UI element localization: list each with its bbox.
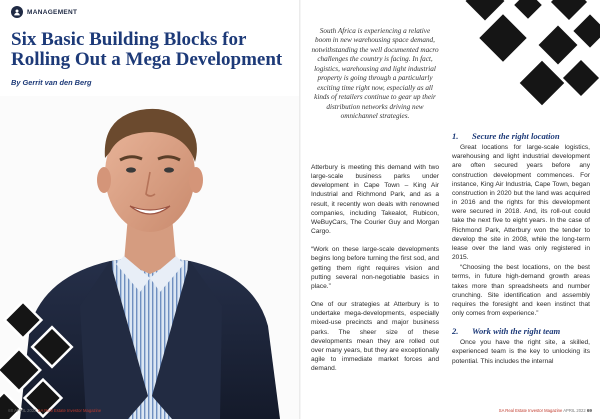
- section-title: Secure the right location: [472, 131, 560, 141]
- byline: By Gerrit van den Berg: [11, 78, 92, 87]
- section-heading-1: [452, 132, 590, 141]
- footer-right: [499, 408, 592, 413]
- decorative-diamonds-left: [0, 285, 90, 419]
- body-paragraph: “Choosing the best locations, on the best terms, in future high-demand growth areas takes more than spreadsheets and number crunching. Site identification and assembly requires the foresight and keen instinct that only comes from experience.”: [452, 264, 590, 317]
- section-number: 2.: [452, 326, 459, 337]
- body-paragraph: Once you have the right site, a skilled, experienced team is the key to unlocking its potential. This includes the internal: [452, 339, 590, 365]
- page-number-right: 69: [586, 408, 592, 413]
- magazine-name-left: SA Real Estate Investor Magazine: [37, 408, 102, 413]
- body-column-middle: [311, 163, 439, 382]
- issue-date-right: APRIL 2022: [563, 408, 586, 413]
- section-number: 1.: [452, 131, 459, 141]
- management-icon: [11, 6, 23, 18]
- page-number-left: 68: [8, 408, 14, 413]
- body-paragraph: Great locations for large-scale logistics, warehousing and light industrial development are often secured years before any construction development commences. For instance, King Air Industria, Cape Town, began construction in 2020 but the land was acquired in 2016 and the rights for this development were secured in 2018. And, its roll-out could take the next five to eight years. In the case of Richmond Park, Atterbury won the tender to develop the site in 2008, while the long-term lease over the land was only registered in 2015.: [452, 144, 590, 262]
- magazine-name-right: SA Real Estate Investor Magazine: [498, 408, 563, 413]
- body-paragraph: “Work on these large-scale developments begins long before turning the first sod, and getting them right requires vision and putting several non-negotiable basics in place.”: [311, 246, 439, 290]
- footer-left: [8, 408, 101, 413]
- pull-quote: South Africa is experiencing a relative boom in new warehousing space demand, notwithstanding the well documented macro challenges the country is facing. In fact, logistics, warehousing and light industrial property is going through a particularly exciting time right now, especially as all kinds of retailers continue to gear up their distribution networks driving new omnichannel strategies.: [311, 27, 439, 121]
- issue-date-left: APRIL 2022: [14, 408, 37, 413]
- section-label: MANAGEMENT: [27, 8, 78, 16]
- body-paragraph: Atterbury is meeting this demand with two large-scale business parks under development in Cape Town – King Air Industrial and Richmond Park, and as a result, it recently won deals with renowned companies, including Takealot, Rubicon, WeBuyCars, The Courier Guy and Morgan Cargo.: [311, 164, 439, 236]
- body-paragraph: One of our strategies at Atterbury is to undertake mega-developments, especially mixed-use precincts and major business parks. The sheer size of these developments mean they are rolled out over many years, but they are exceptionally agile to immediate market forces and demand.: [311, 301, 439, 373]
- section-title: Work with the right team: [472, 326, 561, 337]
- section-tag: [11, 5, 77, 19]
- decorative-diamonds-right: [455, 0, 600, 128]
- section-heading-2: [452, 327, 590, 336]
- article-title: Six Basic Building Blocks for Rolling Out a Mega Development: [11, 29, 283, 70]
- body-column-right: [452, 132, 590, 367]
- page-gutter: [299, 0, 301, 419]
